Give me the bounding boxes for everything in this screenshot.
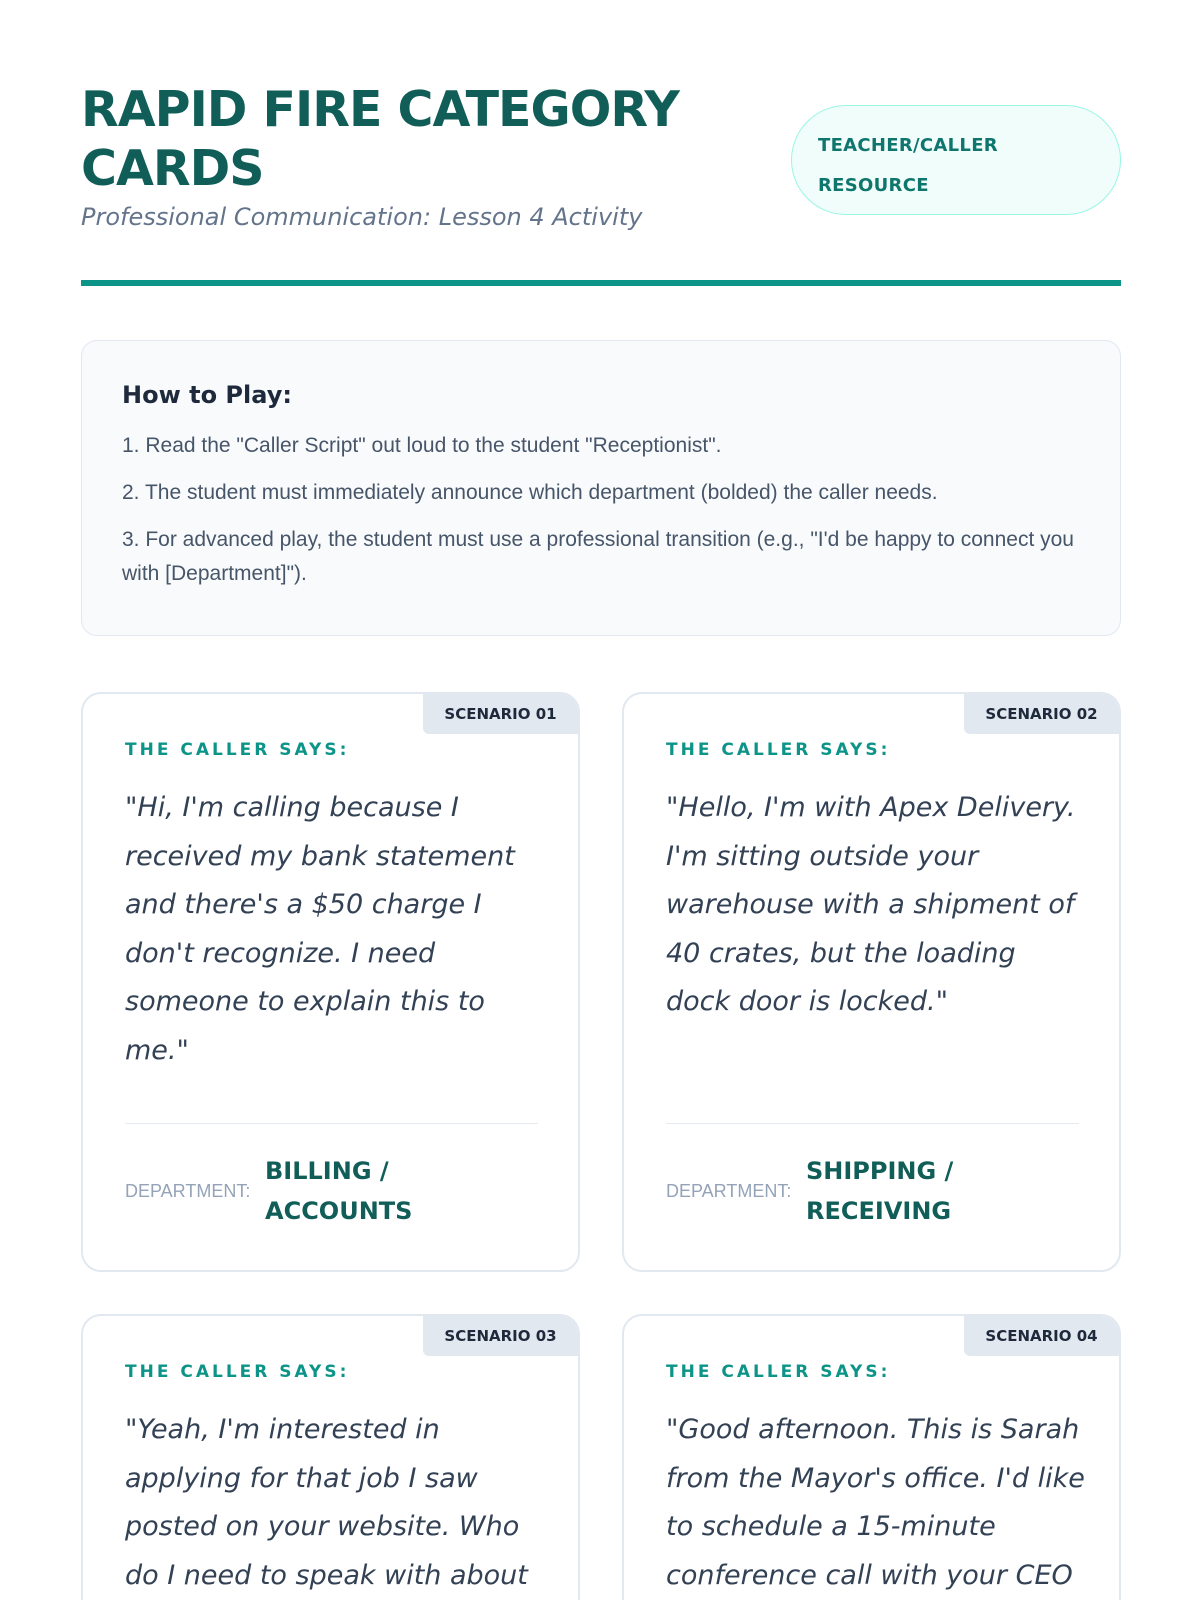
- instruction-step: 2. The student must immediately announce which department (bolded) the caller needs.: [122, 481, 938, 504]
- page-subtitle: Professional Communication: Lesson 4 Activity: [81, 203, 643, 231]
- scenario-card-01: [81, 692, 580, 1272]
- department-label: DEPARTMENT:: [125, 1181, 251, 1201]
- scenario-card-02: [622, 692, 1121, 1272]
- scenario-card-03: [81, 1314, 580, 1600]
- scenario-tag: SCENARIO 04: [964, 1316, 1119, 1356]
- caller-quote: "Hello, I'm with Apex Delivery. I'm sitting outside your warehouse with a shipment of 40 crates, but the loading dock door is locked.": [666, 792, 1076, 1017]
- instructions-heading: How to Play:: [122, 381, 292, 409]
- caller-quote: "Hi, I'm calling because I received my bank statement and there's a $50 charge I don't recognize. I need someone to explain this to me.": [125, 792, 515, 1066]
- instructions-panel: [81, 340, 1121, 636]
- caller-label: THE CALLER SAYS:: [666, 1362, 891, 1382]
- scenario-tag: SCENARIO 02: [964, 694, 1119, 734]
- page-title: RAPID FIRE CATEGORY CARDS: [81, 81, 679, 197]
- card-divider: [125, 1123, 538, 1124]
- caller-quote: "Yeah, I'm interested in applying for that job I saw posted on your website. Who do I need to speak with about: [125, 1414, 528, 1591]
- department-label: DEPARTMENT:: [666, 1181, 792, 1201]
- caller-label: THE CALLER SAYS:: [666, 740, 891, 760]
- page: [81, 0, 1121, 1591]
- caller-label: THE CALLER SAYS:: [125, 1362, 350, 1382]
- caller-label: THE CALLER SAYS:: [125, 740, 350, 760]
- card-divider: [666, 1123, 1079, 1124]
- scenario-card-04: [622, 1314, 1121, 1600]
- resource-badge: TEACHER/CALLER RESOURCE: [791, 105, 1121, 215]
- instruction-step: 1. Read the "Caller Script" out loud to the student "Receptionist".: [122, 434, 722, 457]
- header-divider: [81, 280, 1121, 286]
- scenario-tag: SCENARIO 03: [423, 1316, 578, 1356]
- department-value: SHIPPING / RECEIVING: [806, 1157, 954, 1225]
- header: [81, 0, 1121, 290]
- instruction-step: 3. For advanced play, the student must use a professional transition (e.g., "I'd be happy to connect you with [Department]").: [122, 528, 1074, 585]
- department-value: BILLING / ACCOUNTS: [265, 1157, 413, 1225]
- scenario-tag: SCENARIO 01: [423, 694, 578, 734]
- caller-quote: "Good afternoon. This is Sarah from the Mayor's office. I'd like to schedule a 15-minute conference call with your CEO: [666, 1414, 1085, 1591]
